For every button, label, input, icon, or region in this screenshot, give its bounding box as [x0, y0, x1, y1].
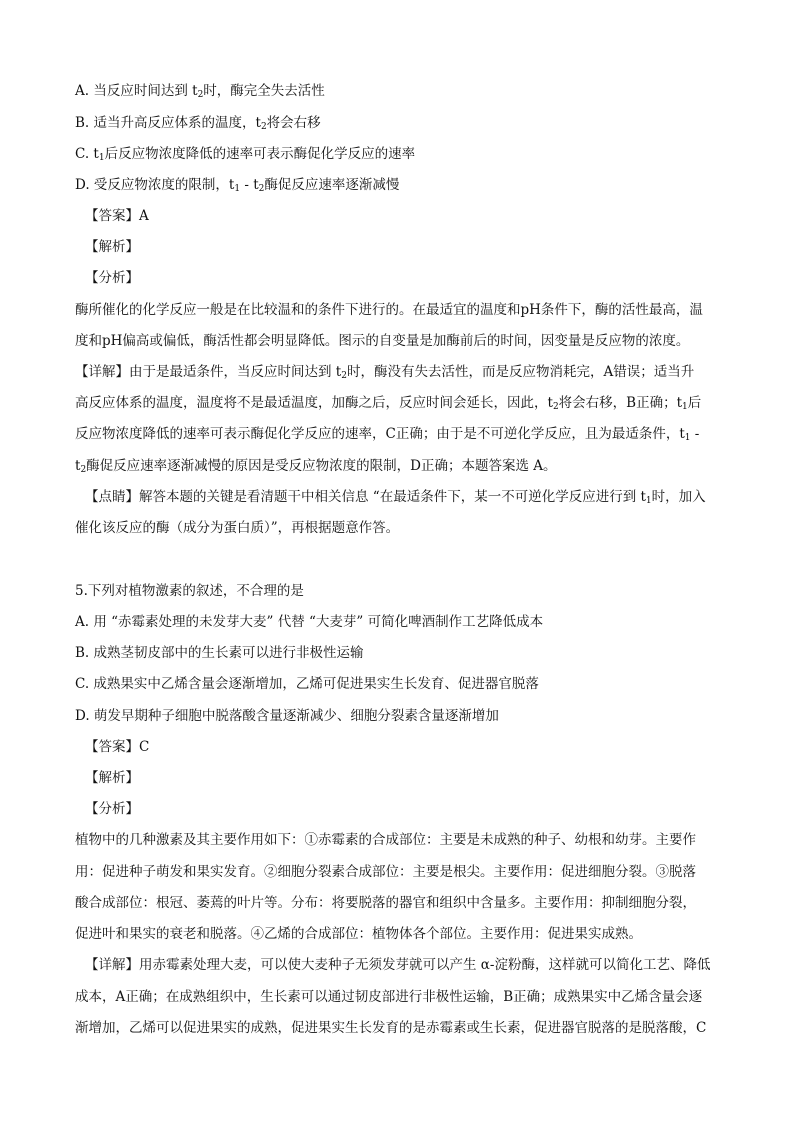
q5-analysis-line: 植物中的几种激素及其主要作用如下：①赤霉素的合成部位：主要是未成熟的种子、幼根和幼芽。主要作 — [75, 832, 696, 848]
q5-option-a: A. 用 “赤霉素处理的未发芽大麦” 代替 “大麦芽” 可简化啤酒制作工艺降低成本 — [75, 614, 544, 630]
q5-option-b: B. 成熟茎韧皮部中的生长素可以进行非极性运输 — [75, 645, 364, 661]
q4-analysis-line: 酶所催化的化学反应一般是在比较温和的条件下进行的。在最适宜的温度和pH条件下，酶的活性最高，温 — [75, 302, 703, 318]
q5-detail-line: 成本，A正确；在成熟组织中，生长素可以通过韧皮部进行非极性运输，B正确；成熟果实中乙烯含量会逐 — [75, 989, 703, 1005]
q4-dianjing-line: 【点睛】解答本题的关键是看清题干中相关信息 “在最适条件下，某一不可逆化学反应进行到 $t_1$时，加入 — [85, 489, 706, 506]
q5-stem: 5.下列对植物激素的叙述，不合理的是 — [75, 583, 304, 599]
q5-detail-line: 渐增加，乙烯可以促进果实的成熟，促进果实生长发育的是赤霉素或生长素，促进器官脱落的是脱落酸，C — [75, 1020, 707, 1036]
q5-analysis-line: 促进叶和果实的衰老和脱落。④乙烯的合成部位：植物体各个部位。主要作用：促进果实成熟。 — [75, 926, 642, 942]
q4-detail-line: 反应物浓度降低的速率可表示酶促化学反应的速率，C正确；由于是不可逆化学反应，且为最适条件，$t_1$ - — [75, 426, 700, 443]
q4-option-a: A. 当反应时间达到 $t_2$时，酶完全失去活性 — [75, 83, 325, 100]
q5-option-d: D. 萌发早期种子细胞中脱落酸含量逐渐减少、细胞分裂素含量逐渐增加 — [75, 708, 499, 724]
q4-dianjing-line: 催化该反应的酶（成分为蛋白质）”，再根据题意作答。 — [75, 520, 400, 536]
q5-answer: 【答案】C — [85, 739, 150, 755]
q4-option-d: D. 受反应物浓度的限制，$t_1 - t_2$酶促反应速率逐渐减慢 — [75, 177, 400, 194]
q5-analysis-line: 用：促进种子萌发和果实发育。②细胞分裂素合成部位：主要是根尖。主要作用：促进细胞分裂。③脱落 — [75, 864, 696, 880]
q5-detail-line: 【详解】用赤霉素处理大麦，可以使大麦种子无须发芽就可以产生 α-淀粉酶，这样就可以简化工艺、降低 — [85, 957, 711, 973]
q4-detail-line: 【详解】由于是最适条件，当反应时间达到 $t_2$时，酶没有失去活性，而是反应物消耗完，A错误；适当升 — [75, 364, 695, 381]
q5-jiexi-heading: 【解析】 — [85, 770, 139, 786]
q4-answer: 【答案】A — [85, 208, 149, 224]
q4-fenxi-heading: 【分析】 — [85, 270, 139, 286]
q4-jiexi-heading: 【解析】 — [85, 239, 139, 255]
q4-analysis-line: 度和pH偏高或偏低，酶活性都会明显降低。图示的自变量是加酶前后的时间，因变量是反应物的浓度。 — [75, 333, 690, 349]
q5-option-c: C. 成熟果实中乙烯含量会逐渐增加，乙烯可促进果实生长发育、促进器官脱落 — [75, 676, 539, 692]
q5-fenxi-heading: 【分析】 — [85, 801, 139, 817]
q4-detail-line: 高反应体系的温度，温度将不是最适温度，加酶之后，反应时间会延长，因此，$t_2$将会右移，B正确；$t_1$后 — [75, 395, 702, 412]
q5-analysis-line: 酸合成部位：根冠、萎蔫的叶片等。分布：将要脱落的器官和组织中含量多。主要作用：抑制细胞分裂， — [75, 895, 696, 911]
q4-option-c: C. $t_1$后反应物浓度降低的速率可表示酶促化学反应的速率 — [75, 146, 416, 163]
q4-detail-line: $t_2$酶促反应速率逐渐减慢的原因是受反应物浓度的限制，D正确；本题答案选 A。 — [75, 458, 557, 475]
q4-option-b: B. 适当升高反应体系的温度，$t_2$将会右移 — [75, 115, 321, 132]
